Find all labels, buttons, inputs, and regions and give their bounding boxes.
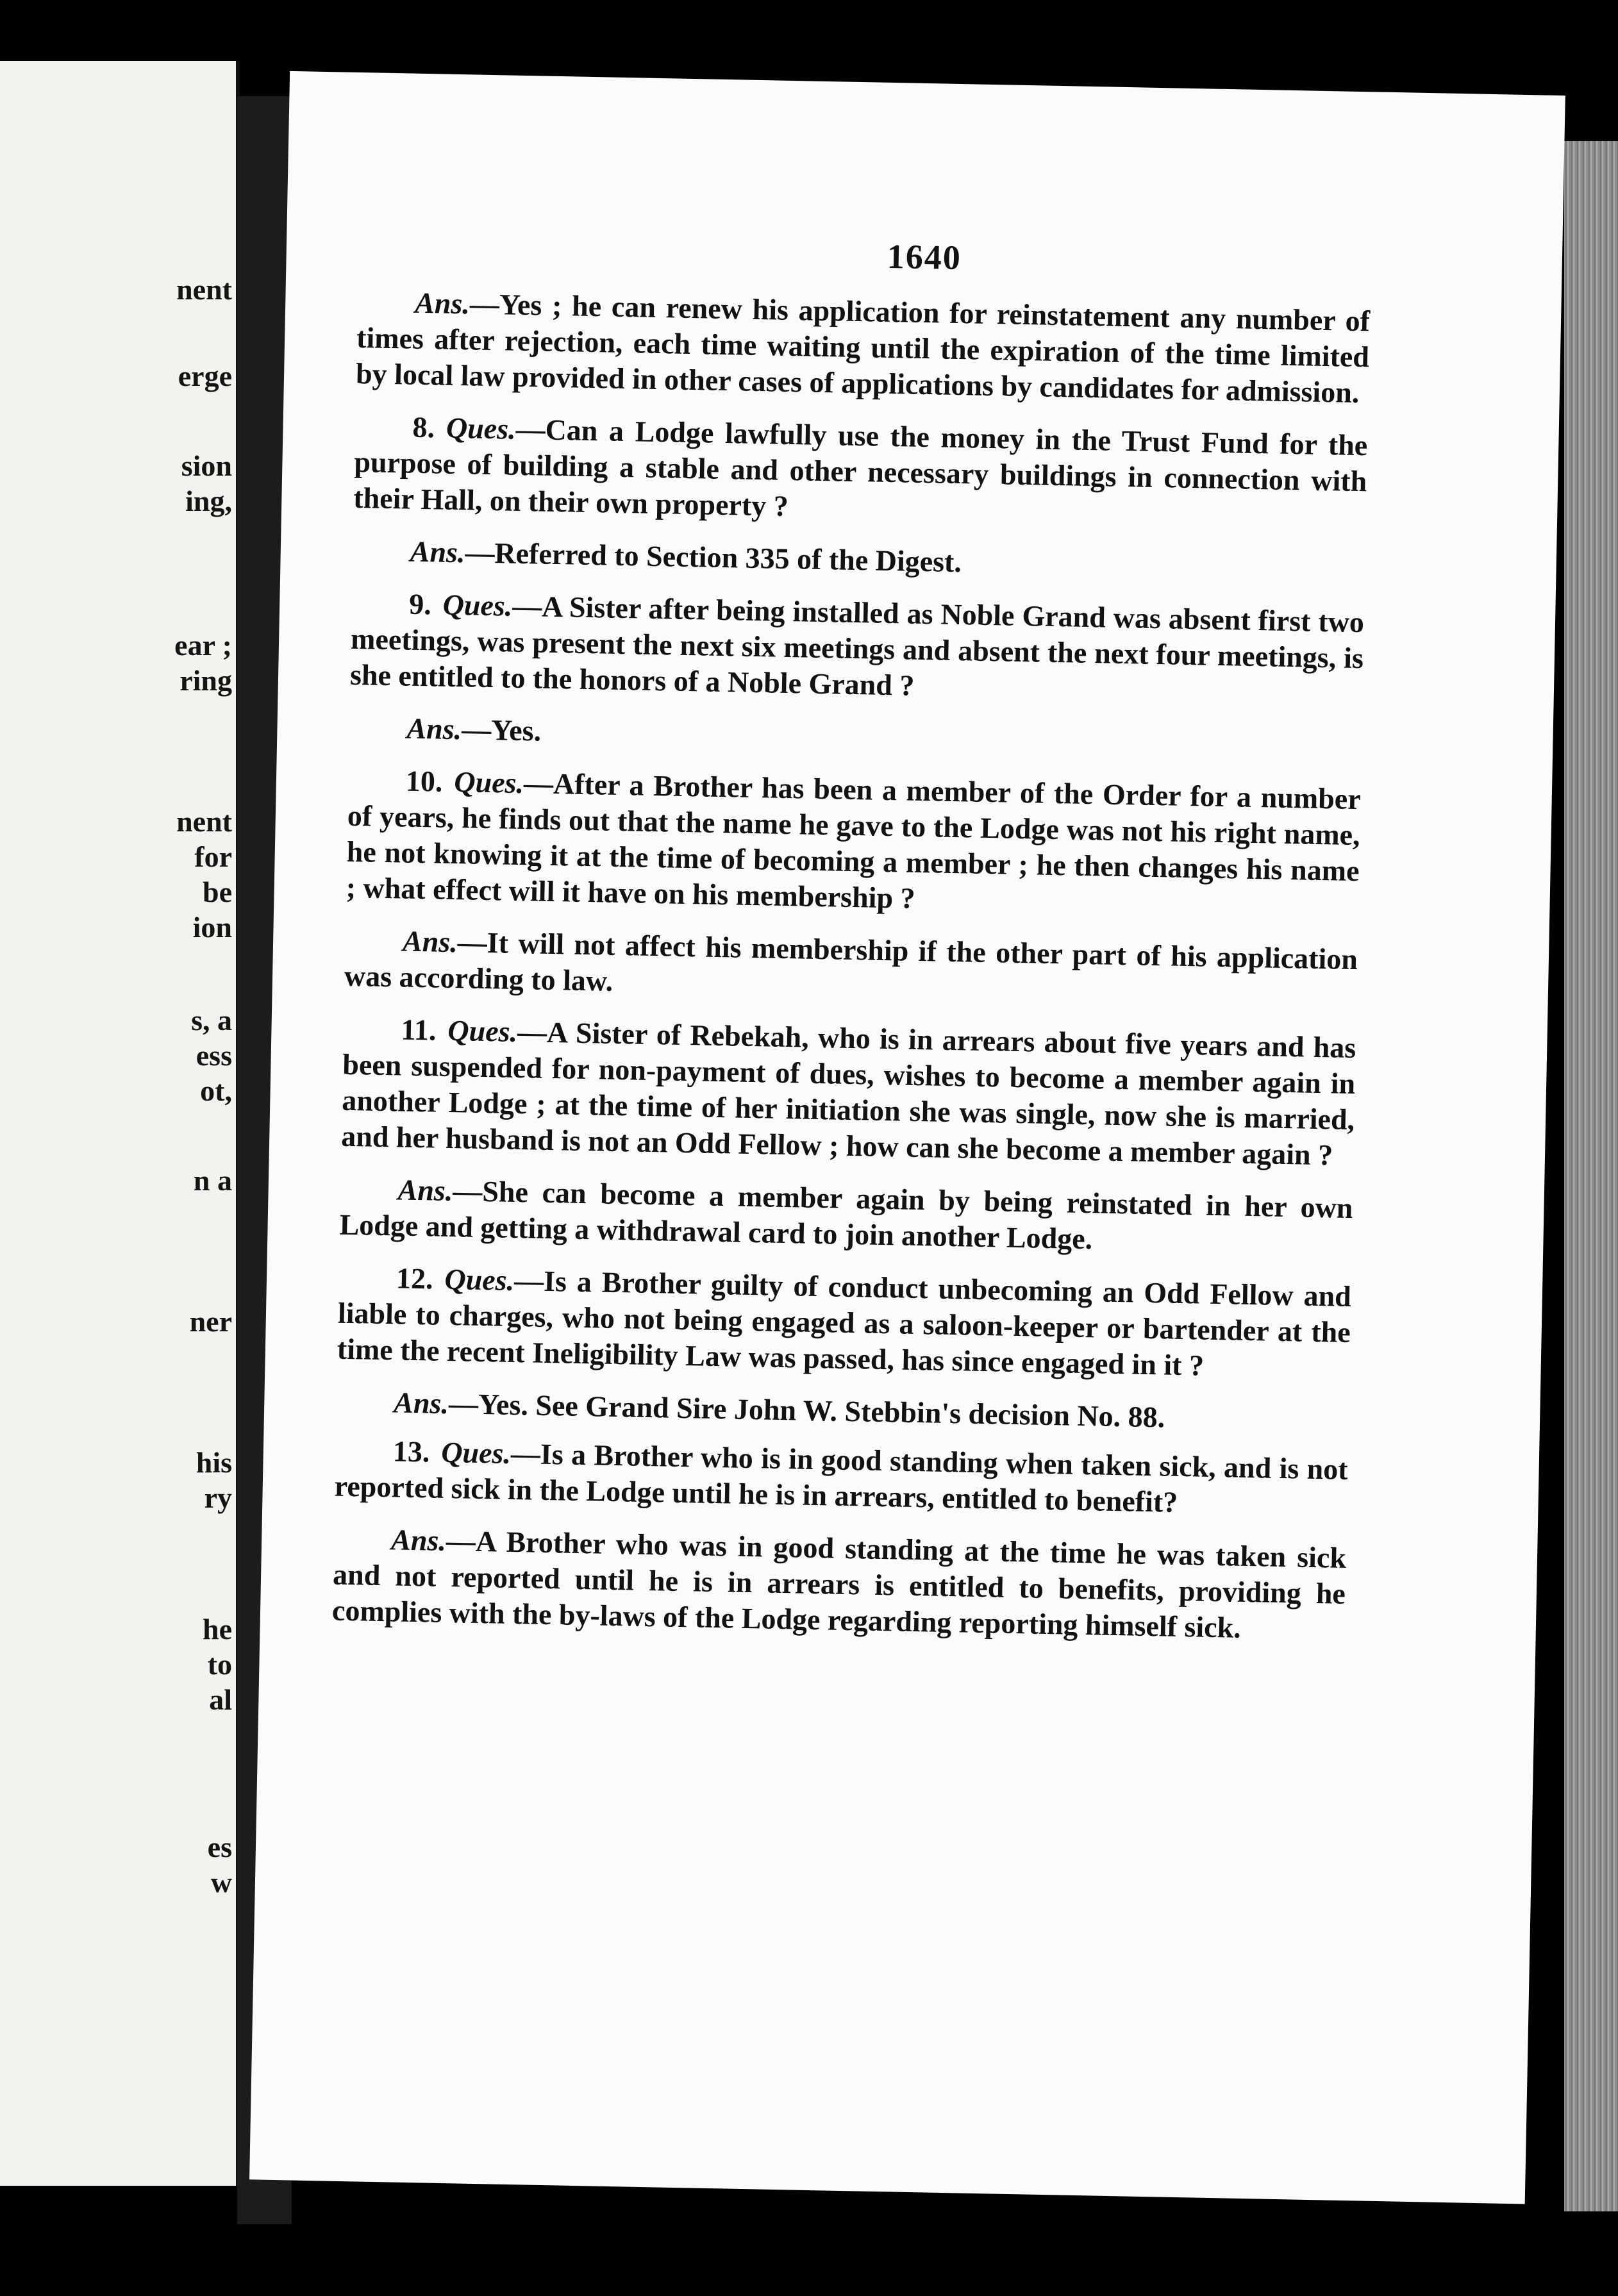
facing-line: w [210,1866,232,1899]
question-paragraph: 12. Ques.—Is a Brother guilty of conduct unbecoming an Odd Fellow and liable to charges, who not being engaged as a saloon-keeper or bartender at the time the recent Ineligibility Law was passed, has since engaged in it ? [337,1261,1352,1382]
facing-line: s, a [191,1004,232,1036]
facing-line: ear ; [174,629,232,661]
facing-line: ion [192,911,232,944]
page-body [331,284,1370,1665]
answer-paragraph: Ans.—Yes ; he can renew his application for reinstatement any number of times after rejection, each time waiting until the expiration of the time limited by local law provided in other cases of applications by candidates for admission. [355,286,1371,410]
answer-paragraph: Ans.—A Brother who was in good standing at the time he was taken sick and not reported until he is in arrears is entitled to benefits, providing he complies with the by-laws of the Lodge regarding reporting himself sick. [331,1523,1347,1644]
page-number: 1640 [887,237,962,278]
facing-line: ner [189,1305,232,1338]
facing-line: be [203,876,232,908]
answer-paragraph: Ans.—It will not affect his membership if the other part of his application was according to law. [344,924,1358,997]
facing-line: his [196,1446,232,1479]
facing-line: for [194,840,232,873]
answer-paragraph: Ans.—Yes. [406,711,542,747]
facing-line: n a [193,1164,232,1197]
answer-paragraph: Ans.—She can become a member again by being reinstated in her own Lodge and getting a withdrawal card to join another Lodge. [339,1173,1353,1256]
facing-line: ing, [185,485,232,517]
question-paragraph: 10. Ques.—After a Brother has been a member of the Order for a number of years, he finds out that the name he gave to the Lodge was not his right name, he not knowing it at the time of becoming a member ; he then changes his name ; what effect will it have on his membership ? [346,764,1362,915]
question-paragraph: 9. Ques.—A Sister after being installed as Noble Grand was absent first two meetings, was present the next six meetings and absent the next four meetings, is she entitled to the honors of a Noble Grand ? [349,587,1365,702]
facing-line: nent [176,805,232,838]
facing-line: sion [181,449,232,482]
facing-line: erge [178,360,232,392]
facing-line: al [209,1683,232,1716]
facing-line: he [203,1613,232,1645]
facing-line: nent [176,273,232,306]
page-edge-stack [1564,141,1618,2211]
question-paragraph: 11. Ques.—A Sister of Rebekah, who is in arrears about five years and has been suspended for non-payment of dues, wishes to become a member again in another Lodge ; at the time of her initiation she was single, now she is married, and her husband is not an Odd Fellow ; how can she become a member again ? [340,1013,1356,1172]
question-paragraph: 8. Ques.—Can a Lodge lawfully use the money in the Trust Fund for the purpose of building a stable and other necessary buildings in connection with their Hall, on their own property ? [353,410,1368,522]
facing-line: ry [204,1481,232,1514]
facing-line: ring [179,664,232,697]
answer-paragraph: Ans.—Referred to Section 335 of the Digest. [410,535,962,579]
facing-line: ot, [200,1074,232,1107]
facing-line: to [207,1648,232,1681]
facing-line: es [207,1831,232,1863]
facing-page-fragment [0,61,240,2186]
answer-paragraph: Ans.—Yes. See Grand Sire John W. Stebbin's decision No. 88. [393,1386,1165,1434]
question-paragraph: 13. Ques.—Is a Brother who is in good standing when taken sick, and is not reported sick in the Lodge until he is in arrears, entitled to benefit? [334,1435,1349,1518]
book-page [249,71,1565,2204]
facing-line: ess [196,1039,232,1072]
